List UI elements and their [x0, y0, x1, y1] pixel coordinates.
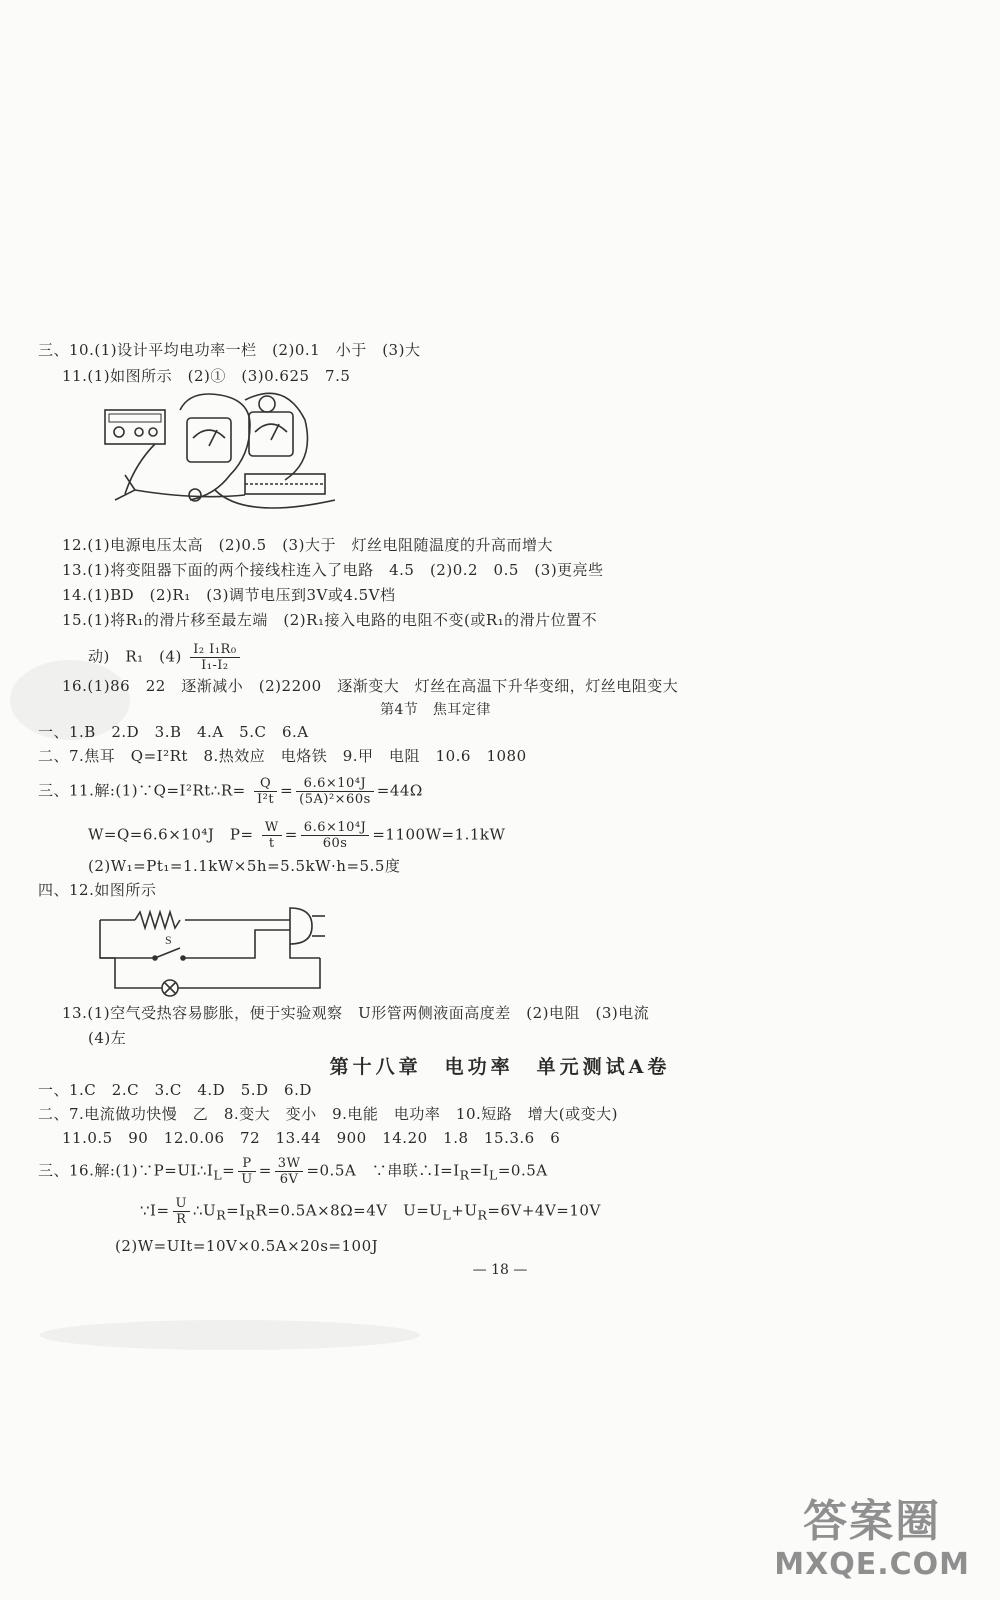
answer-text: ∴U	[193, 1201, 217, 1220]
apparatus-figure	[95, 390, 335, 520]
answer-text: 动) R₁ (4)	[88, 647, 182, 666]
answer-text: ∵I=	[140, 1201, 170, 1220]
answer-text: =0.5A ∵串联∴I=I	[306, 1161, 460, 1180]
fraction-numerator: 6.6×10⁴J	[301, 820, 370, 836]
fraction-denominator: I₁-I₂	[201, 658, 229, 673]
ammeter-box	[187, 418, 231, 462]
fraction	[275, 1156, 304, 1187]
voltmeter-box	[249, 412, 293, 456]
watermark-logo-text: 答案圈	[803, 1496, 942, 1547]
answer-line: 11.0.5 90 12.0.06 72 13.44 900 14.20 1.8 15.3.6 6	[62, 1129, 561, 1147]
fraction-denominator: (5A)²×60s	[299, 792, 371, 807]
plug-socket	[290, 908, 312, 944]
fraction-denominator: R	[176, 1212, 187, 1227]
subscript: L	[213, 1167, 223, 1183]
answer-line: 11.(1)如图所示 (2)① (3)0.625 7.5	[62, 367, 351, 385]
switch-label: S	[165, 933, 172, 947]
answer-line: 三、11.解:(1)∵Q=I²Rt∴R= $\frac{Q}{\text{I²t}}$ = $\frac{\text{6.6×10⁴J}}{\text{(5A)²×60s}}$ =44Ω	[38, 776, 423, 807]
answer-line: 14.(1)BD (2)R₁ (3)调节电压到3V或4.5V档	[62, 586, 396, 604]
answer-text: 三、16.解:(1)∵P=UI∴I	[38, 1161, 214, 1180]
section-heading: 第4节 焦耳定律	[380, 702, 491, 718]
answer-line: 15.(1)将R₁的滑片移至最左端 (2)R₁接入电路的电阻不变(或R₁的滑片位置不	[62, 611, 598, 629]
answer-line: 12.(1)电源电压太高 (2)0.5 (3)大于 灯丝电阻随温度的升高而增大	[62, 536, 553, 554]
fraction-denominator: U	[241, 1172, 253, 1187]
fraction	[262, 820, 282, 851]
answer-line: 四、12.如图所示	[38, 881, 157, 899]
answer-text: =I	[226, 1201, 246, 1220]
power-supply-box	[105, 410, 165, 444]
answer-line: 二、7.焦耳 Q=I²Rt 8.热效应 电烙铁 9.甲 电阻 10.6 1080	[38, 747, 527, 765]
fraction-numerator: P	[238, 1156, 255, 1172]
answer-line: (2)W₁=Pt₁=1.1kW×5h=5.5kW·h=5.5度	[88, 857, 401, 875]
answer-text: =I	[469, 1161, 490, 1180]
circuit-figure	[95, 898, 335, 998]
fraction-numerator: I₂ I₁R₀	[190, 642, 239, 658]
answer-line: (2)W=UIt=10V×0.5A×20s=100J	[115, 1237, 379, 1255]
fraction-denominator: I²t	[256, 792, 275, 807]
fraction	[301, 820, 370, 851]
answer-text: 三、11.解:(1)∵Q=I²Rt∴R=	[38, 781, 246, 800]
paper-stain	[40, 1320, 420, 1350]
watermark-url: MXQE.COM	[774, 1547, 970, 1582]
answer-line: W=Q=6.6×10⁴J P= $\frac{W}{t}$ = $\frac{\text{6.6×10⁴J}}{60s}$ =1100W=1.1kW	[88, 820, 506, 851]
chapter-title: 第十八章 电功率 单元测试A卷	[329, 1056, 671, 1078]
subscript: R	[245, 1207, 256, 1223]
answer-text: W=Q=6.6×10⁴J P=	[88, 825, 254, 844]
answer-line: 三、16.解$:(1)\because P=UI\therefore I_L=$ $\frac{P}{U}$ = $\frac{3W}{6V}$ =0.5A ∵串联$\therefore I=I_R=I_L=0.5A$	[38, 1156, 548, 1187]
fraction	[190, 642, 239, 673]
subscript: R	[216, 1207, 227, 1223]
answer-text: =6V+4V=10V	[487, 1201, 601, 1220]
answer-line: 二、7.电流做功快慢 乙 8.变大 变小 9.电能 电功率 10.短路 增大(或变大)	[38, 1105, 618, 1123]
fraction	[296, 776, 374, 807]
fraction-numerator: 3W	[275, 1156, 304, 1172]
answer-line	[88, 642, 243, 673]
answer-line: 三、10.(1)设计平均电功率一栏 (2)0.1 小于 (3)大	[38, 341, 421, 359]
answer-line: 13.(1)空气受热容易膨胀，便于实验观察 U形管两侧液面高度差 (2)电阻 (3)电流	[62, 1004, 650, 1022]
fraction-denominator: 60s	[322, 836, 348, 851]
fraction-numerator: 6.6×10⁴J	[296, 776, 374, 792]
fraction	[173, 1196, 190, 1227]
answer-line: 一、1.B 2.D 3.B 4.A 5.C 6.A	[38, 723, 309, 741]
answer-line	[140, 1196, 601, 1227]
answer-text: +U	[451, 1201, 478, 1220]
subscript: R	[477, 1207, 488, 1223]
fraction-denominator: 6V	[279, 1172, 299, 1187]
fraction-numerator: U	[173, 1196, 190, 1212]
answer-line: 16.(1)86 22 逐渐减小 (2)2200 逐渐变大 灯丝在高温下升华变细，灯丝电阻变大	[62, 677, 679, 695]
site-watermark	[774, 1496, 970, 1582]
subscript: R	[459, 1167, 470, 1183]
answer-text: =1100W=1.1kW	[372, 825, 506, 844]
answer-line: 一、1.C 2.C 3.C 4.D 5.D 6.D	[38, 1081, 312, 1099]
subscript: L	[442, 1207, 452, 1223]
subscript: L	[489, 1167, 498, 1183]
fraction	[254, 776, 277, 807]
switch-s	[155, 948, 180, 958]
answer-text: =0.5A	[497, 1161, 548, 1180]
fraction	[238, 1156, 255, 1187]
answer-line: (4)左	[88, 1029, 127, 1047]
answer-text: =44Ω	[376, 781, 423, 800]
fraction-numerator: Q	[254, 776, 277, 792]
fraction-denominator: t	[268, 836, 275, 851]
page-number: — 18 —	[472, 1262, 528, 1278]
heating-resistor	[135, 912, 180, 928]
answer-text: R=0.5A×8Ω=4V U=U	[255, 1201, 443, 1220]
answer-line: 13.(1)将变阻器下面的两个接线柱连入了电路 4.5 (2)0.2 0.5 (3)更亮些	[62, 561, 604, 579]
fraction-numerator: W	[262, 820, 282, 836]
